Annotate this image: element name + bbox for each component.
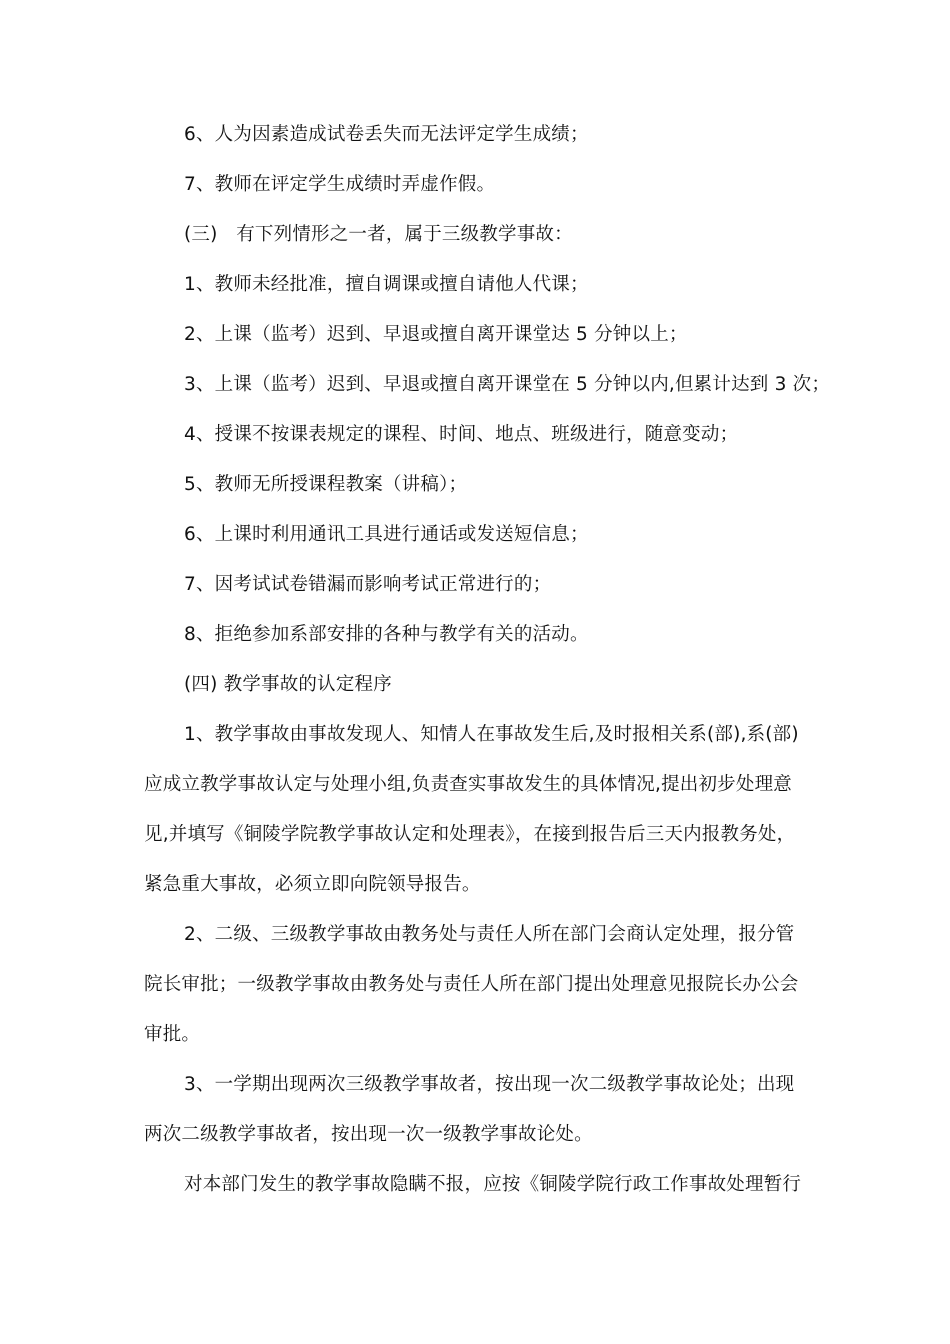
paragraph-1-line-1: 1、教学事故由事故发现人、知情人在事故发生后,及时报相关系(部),系(部) — [184, 724, 799, 745]
list-item-4-schedule-change: 4、授课不按课表规定的课程、时间、地点、班级进行，随意变动； — [184, 424, 739, 445]
paragraph-1-line-2: 应成立教学事故认定与处理小组,负责查实事故发生的具体情况,提出初步处理意 — [144, 774, 792, 795]
list-item-6-lost-papers: 6、人为因素造成试卷丢失而无法评定学生成绩； — [184, 124, 589, 145]
list-item-2-late-over-5-min: 2、上课（监考）迟到、早退或擅自离开课堂达 5 分钟以上； — [184, 324, 688, 345]
section-heading-procedure: (四) 教学事故的认定程序 — [184, 674, 392, 695]
paragraph-3-line-1: 3、一学期出现两次三级教学事故者，按出现一次二级教学事故论处；出现 — [184, 1074, 795, 1095]
paragraph-3-line-2: 两次二级教学事故者，按出现一次一级教学事故论处。 — [144, 1124, 593, 1145]
paragraph-4-line-1: 对本部门发生的教学事故隐瞒不报，应按《铜陵学院行政工作事故处理暂行 — [184, 1174, 802, 1195]
list-item-7-falsify-grades: 7、教师在评定学生成绩时弄虚作假。 — [184, 174, 496, 195]
list-item-1-unauthorized-swap: 1、教师未经批准，擅自调课或擅自请他人代课； — [184, 274, 589, 295]
paragraph-2-line-1: 2、二级、三级教学事故由教务处与责任人所在部门会商认定处理，报分管 — [184, 924, 795, 945]
paragraph-2-line-2: 院长审批；一级教学事故由教务处与责任人所在部门提出处理意见报院长办公会 — [144, 974, 799, 995]
list-item-3-late-cumulative: 3、上课（监考）迟到、早退或擅自离开课堂在 5 分钟以内,但累计达到 3 次； — [184, 374, 831, 395]
section-heading-level-three: (三) 有下列情形之一者，属于三级教学事故： — [184, 224, 573, 245]
paragraph-1-line-4: 紧急重大事故，必须立即向院领导报告。 — [144, 874, 481, 895]
list-item-7-exam-errors: 7、因考试试卷错漏而影响考试正常进行的； — [184, 574, 552, 595]
paragraph-1-line-3: 见,并填写《铜陵学院教学事故认定和处理表》，在接到报告后三天内报教务处， — [144, 824, 796, 845]
list-item-6-phone-in-class: 6、上课时利用通讯工具进行通话或发送短信息； — [184, 524, 589, 545]
list-item-5-no-lesson-plan: 5、教师无所授课程教案（讲稿）； — [184, 474, 468, 495]
list-item-8-refuse-activities: 8、拒绝参加系部安排的各种与教学有关的活动。 — [184, 624, 589, 645]
paragraph-2-line-3: 审批。 — [144, 1024, 201, 1045]
